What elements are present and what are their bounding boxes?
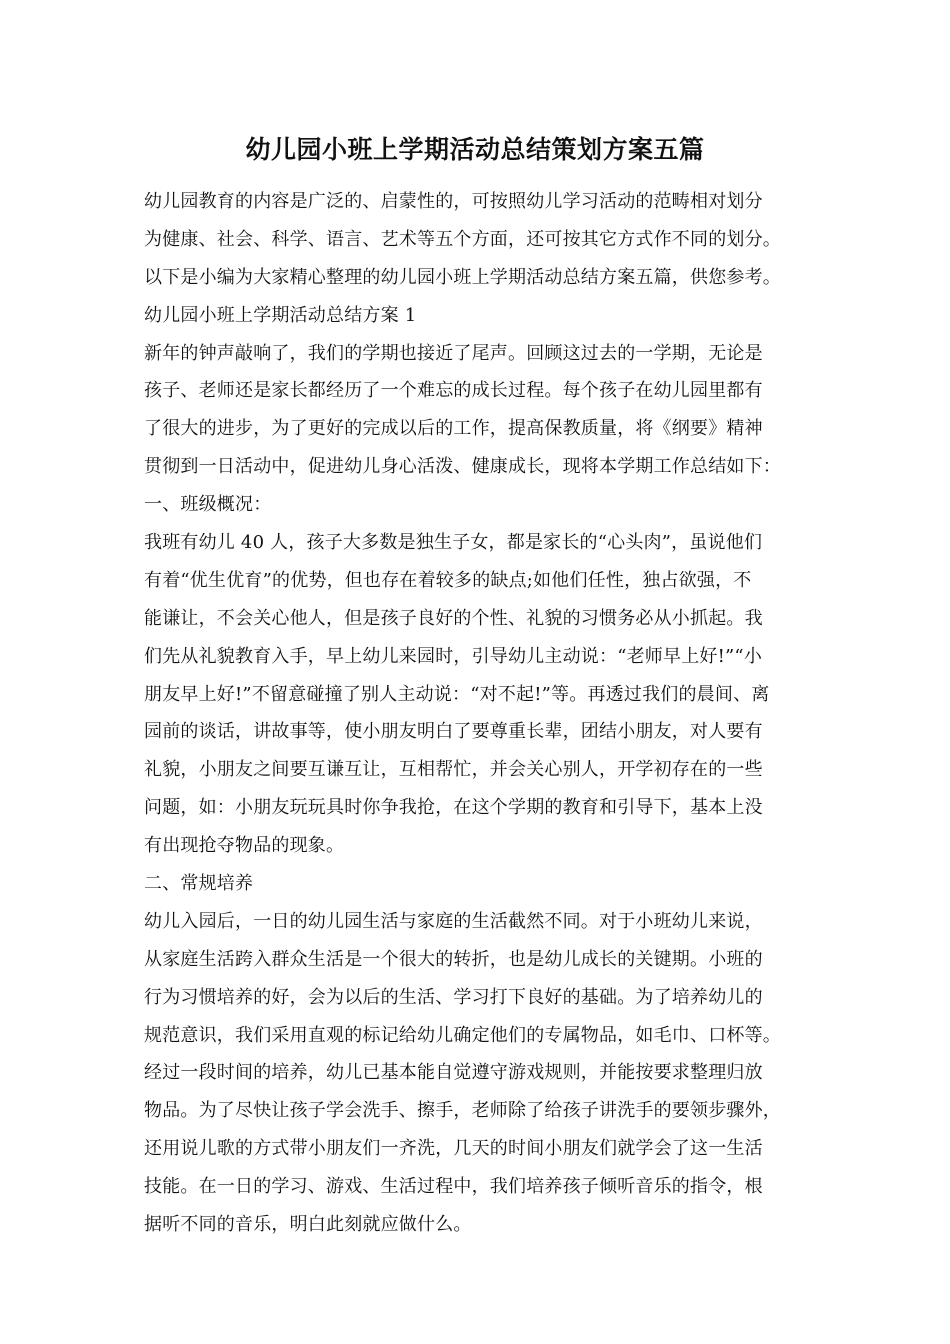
- section-heading: 二、常规培养: [144, 873, 254, 895]
- text-line: 还用说儿歌的方式带小朋友们一齐洗，几天的时间小朋友们就学会了这一生活: [144, 1138, 763, 1160]
- text-line: 行为习惯培养的好，会为以后的生活、学习打下良好的基础。为了培养幼儿的: [144, 986, 763, 1008]
- text-line: 礼貌，小朋友之间要互谦互让，互相帮忙，并会关心别人，开学初存在的一些: [144, 759, 763, 781]
- text-line: 孩子、老师还是家长都经历了一个难忘的成长过程。每个孩子在幼儿园里都有: [144, 380, 763, 402]
- text-line: 新年的钟声敲响了，我们的学期也接近了尾声。回顾这过去的一学期，无论是: [144, 342, 763, 364]
- text-line: 问题，如：小朋友玩玩具时你争我抢，在这个学期的教育和引导下，基本上没: [144, 797, 763, 819]
- text-line: 朋友早上好!”不留意碰撞了别人主动说：“对不起!”等。再透过我们的晨间、离: [144, 683, 770, 705]
- text-line: 有着“优生优育”的优势，但也存在着较多的缺点;如他们任性，独占欲强，不: [144, 569, 752, 591]
- text-line: 有出现抢夺物品的现象。: [144, 835, 345, 857]
- text-line: 规范意识，我们采用直观的标记给幼儿确定他们的专属物品，如毛巾、口杯等。: [144, 1024, 781, 1046]
- text-line: 经过一段时间的培养，幼儿已基本能自觉遵守游戏规则，并能按要求整理归放: [144, 1062, 763, 1084]
- text-line: 贯彻到一日活动中，促进幼儿身心活泼、健康成长，现将本学期工作总结如下：: [144, 456, 781, 478]
- text-line: 为健康、社会、科学、语言、艺术等五个方面，还可按其它方式作不同的划分。: [144, 228, 781, 250]
- text-line: 我班有幼儿 40 人，孩子大多数是独生子女，都是家长的“心头肉”，虽说他们: [144, 532, 763, 554]
- text-line: 幼儿园教育的内容是广泛的、启蒙性的，可按照幼儿学习活动的范畴相对划分: [144, 191, 763, 212]
- text-line: 能谦让，不会关心他人，但是孩子良好的个性、礼貌的习惯务必从小抓起。我: [144, 607, 763, 629]
- text-line: 据听不同的音乐，明白此刻就应做什么。: [144, 1214, 472, 1236]
- text-line: 幼儿入园后，一日的幼儿园生活与家庭的生活截然不同。对于小班幼儿来说，: [144, 910, 763, 932]
- text-line: 物品。为了尽快让孩子学会洗手、擦手，老师除了给孩子讲洗手的要领步骤外，: [144, 1100, 781, 1122]
- text-line: 园前的谈话，讲故事等，使小朋友明白了要尊重长辈，团结小朋友，对人要有: [144, 721, 763, 743]
- text-line: 了很大的进步，为了更好的完成以后的工作，提高保教质量，将《纲要》精神: [144, 418, 763, 440]
- section-heading: 幼儿园小班上学期活动总结方案 1: [144, 304, 417, 326]
- section-heading: 一、班级概况：: [144, 494, 272, 516]
- text-line: 从家庭生活跨入群众生活是一个很大的转折，也是幼儿成长的关键期。小班的: [144, 948, 763, 970]
- text-line: 们先从礼貌教育入手，早上幼儿来园时，引导幼儿主动说：“老师早上好!”“小: [144, 645, 763, 667]
- document-body: [144, 183, 824, 1244]
- document-title: 幼儿园小班上学期活动总结策划方案五篇: [245, 135, 705, 164]
- text-line: 以下是小编为大家精心整理的幼儿园小班上学期活动总结方案五篇，供您参考。: [144, 266, 781, 288]
- text-line: 技能。在一日的学习、游戏、生活过程中，我们培养孩子倾听音乐的指令，根: [144, 1176, 763, 1198]
